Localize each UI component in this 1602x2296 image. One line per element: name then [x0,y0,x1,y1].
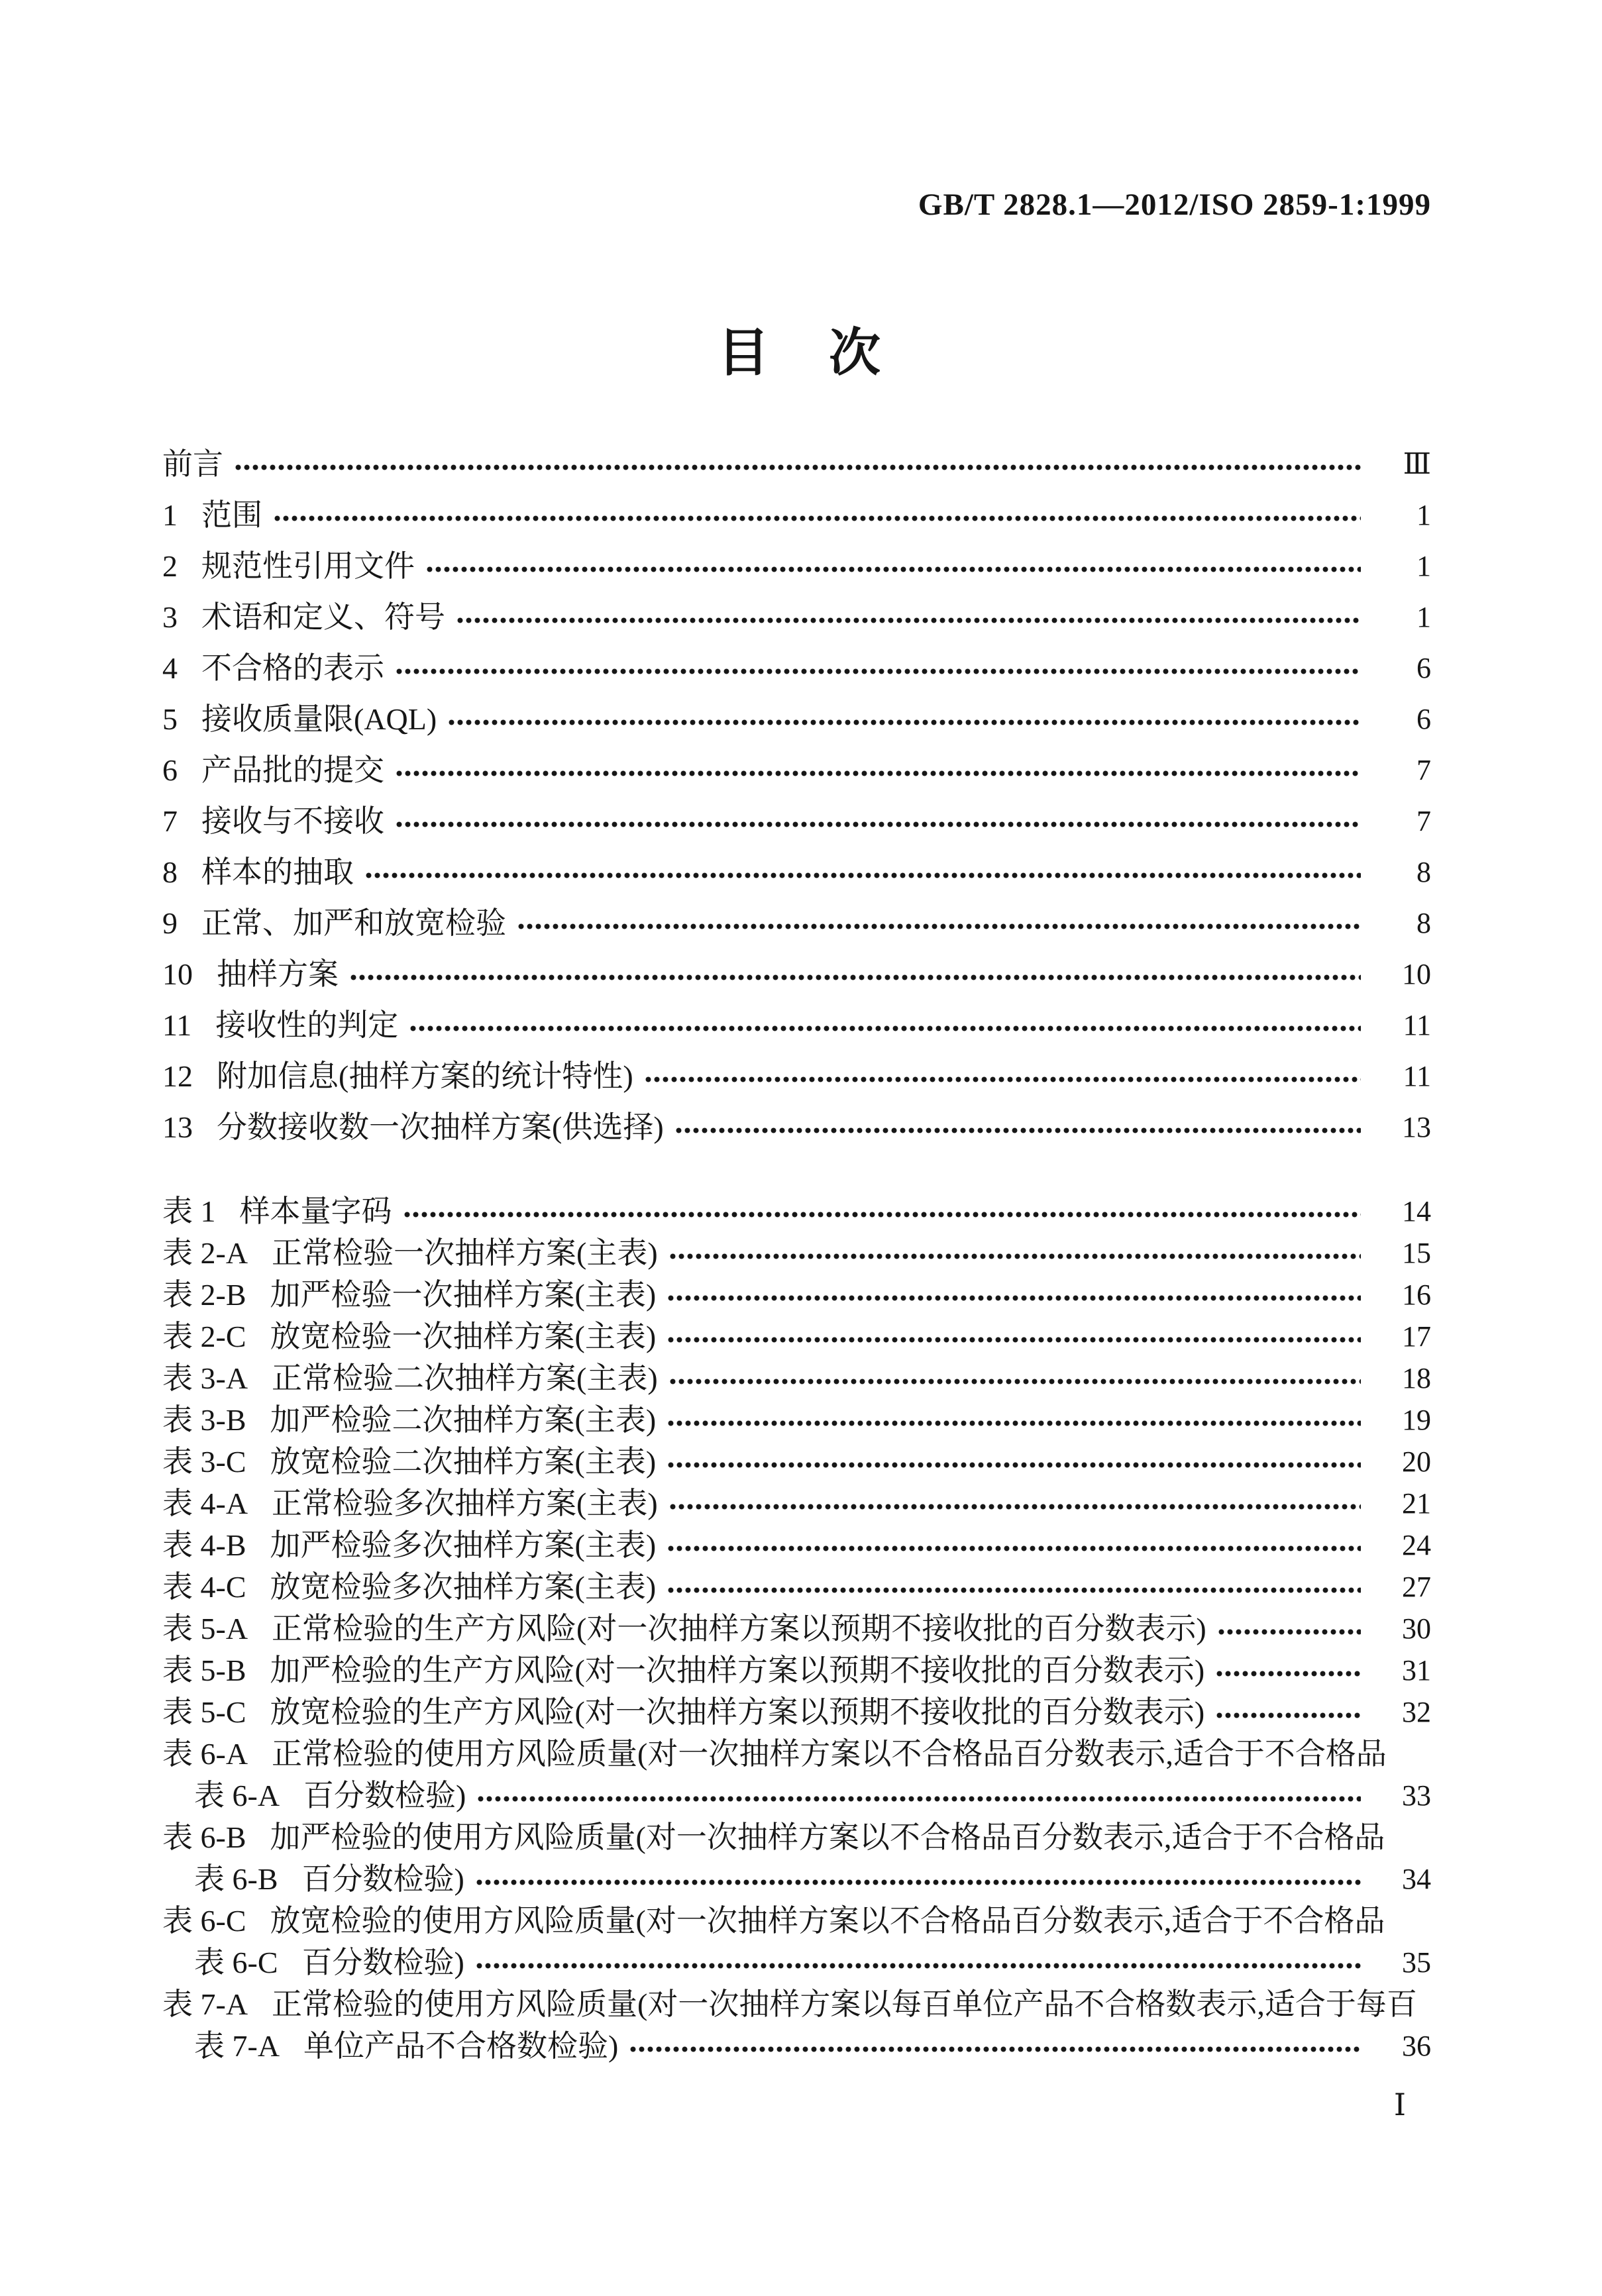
dot-leader [667,1420,1361,1426]
toc-entry-page: 1 [1416,600,1431,633]
toc-entry-label: 接收性的判定 [215,1008,399,1042]
toc-entry-number: 表 5-C [162,1695,246,1729]
toc-entry [162,490,1431,541]
toc-entry-label: 放宽检验二次抽样方案(主表) [270,1444,657,1479]
toc-entry-page: 7 [1416,804,1431,837]
toc-entry-label: 不合格的表示 [201,651,384,685]
toc-entry [162,1102,1431,1153]
toc-entry-label: 加严检验的生产方风险(对一次抽样方案以预期不接收批的百分数表示) [270,1653,1205,1687]
toc-entry-number: 表 3-A [162,1361,248,1395]
toc-entry-label: 前言 [162,446,223,481]
toc-entry [162,1232,1431,1274]
dot-leader [667,1545,1361,1551]
toc-entry-number: 11 [162,1008,192,1042]
toc-entry [162,1816,1431,1900]
dot-leader [234,464,1361,470]
toc-entry [162,1733,1431,1816]
toc-entry [162,439,1431,490]
dot-leader [674,1127,1361,1133]
toc-entry-page: 10 [1402,957,1431,990]
dot-leader [667,1462,1361,1468]
toc-entry [162,898,1431,949]
toc-entry-page: 14 [1402,1194,1431,1227]
toc-entry-number: 3 [162,600,178,634]
dot-leader [667,1587,1361,1593]
toc-entry-page: 20 [1402,1445,1431,1478]
toc-entry-number: 8 [162,855,178,889]
folio-page-number: Ⅰ [1393,2088,1406,2122]
toc-entry [162,949,1431,1000]
toc-entry [162,1190,1431,1232]
toc-entry-page: 6 [1416,651,1431,684]
toc-entry-number: 2 [162,548,178,583]
toc-entry-number: 表 3-B [162,1402,246,1437]
standard-code: GB/T 2828.1—2012/ISO 2859-1:1999 [918,187,1431,222]
toc-entry [162,1858,1431,1900]
toc-entry [162,745,1431,796]
toc-entry [162,643,1431,694]
toc-entry-label: 百分数检验) [301,1945,464,1979]
toc-entry-number: 10 [162,957,193,991]
toc-entry-page: 35 [1402,1946,1431,1979]
toc-entry-label: 百分数检验) [301,1861,464,1896]
toc-entry-label: 放宽检验多次抽样方案(主表) [270,1569,657,1604]
toc-entry-number: 表 6-C [162,1903,246,1938]
dot-leader [395,668,1361,674]
toc-entry [162,1316,1431,1357]
toc-entry-number: 7 [162,804,178,838]
toc-entry [162,1608,1431,1649]
page-title: 目 次 [717,324,884,382]
toc-entry-label: 样本的抽取 [201,855,354,889]
toc-entry-label: 样本量字码 [239,1194,392,1228]
toc-entry [162,1399,1431,1441]
toc-entry-number: 表 7-A [162,1987,248,2021]
toc-entry-label: 放宽检验的使用方风险质量(对一次抽样方案以不合格品百分数表示,适合于不合格品 [270,1903,1385,1938]
toc-entry-label: 规范性引用文件 [201,548,415,583]
toc-entry-label: 正常检验多次抽样方案(主表) [272,1486,658,1520]
toc-entry-number: 表 7-A [194,2028,280,2063]
dot-leader [395,770,1361,776]
dot-leader [667,1295,1361,1301]
toc-entry-label: 分数接收数一次抽样方案(供选择) [217,1110,664,1144]
dot-leader [364,872,1361,878]
toc-entry-label: 正常检验二次抽样方案(主表) [272,1361,658,1395]
toc-entry-page: 18 [1402,1361,1431,1394]
toc-entry [162,1649,1431,1691]
toc-entry [162,541,1431,592]
toc-entry-number: 表 4-A [162,1486,248,1520]
toc-entry [162,1483,1431,1524]
toc-entry-page: 32 [1402,1695,1431,1728]
toc-entry-page: 34 [1402,1862,1431,1895]
toc-entry-page: 15 [1402,1236,1431,1269]
toc-entry [162,1000,1431,1051]
toc-entry-label: 加严检验多次抽样方案(主表) [270,1528,657,1562]
toc-entry-page: 17 [1402,1320,1431,1353]
dot-leader [517,923,1361,929]
toc-entry-label: 范围 [201,497,262,532]
dot-leader [456,617,1361,623]
toc-entry-page: 24 [1402,1528,1431,1561]
toc-entry-page: 36 [1402,2029,1431,2062]
toc-entry-page: 31 [1402,1653,1431,1687]
dot-leader [667,1337,1361,1343]
dot-leader [476,1796,1361,1802]
dot-leader [447,719,1361,725]
toc-entry [162,592,1431,643]
toc-entry-number: 表 6-C [194,1945,278,1979]
toc-entry-number: 表 6-B [194,1861,278,1896]
dot-leader [668,1379,1361,1384]
toc-entry-page: 8 [1416,855,1431,888]
toc-entry-label: 接收质量限(AQL) [201,702,437,736]
toc-entry-line1 [162,1983,1431,2025]
toc-entry [162,1775,1431,1816]
toc-entry-page: 11 [1403,1008,1431,1041]
toc-entry-label: 放宽检验一次抽样方案(主表) [270,1319,657,1353]
toc-entry-label: 正常检验的使用方风险质量(对一次抽样方案以不合格品百分数表示,适合于不合格品 [272,1736,1387,1771]
toc-entry-page: 8 [1416,906,1431,939]
toc-entry-label: 正常检验的生产方风险(对一次抽样方案以预期不接收批的百分数表示) [272,1611,1206,1645]
dot-leader [629,2046,1361,2052]
dot-leader [395,821,1361,827]
dot-leader [1217,1629,1361,1635]
toc-entry [162,1691,1431,1733]
toc-entry-page: 6 [1416,702,1431,735]
toc-entry-number: 表 3-C [162,1444,246,1479]
toc-entry-number: 表 6-A [162,1736,248,1771]
toc-entry-label: 正常检验的使用方风险质量(对一次抽样方案以每百单位产品不合格数表示,适合于每百 [272,1987,1417,2021]
table-of-contents [162,439,1431,2067]
dot-leader [273,515,1361,521]
toc-entry-number: 表 5-B [162,1653,246,1687]
toc-entry-number: 12 [162,1059,193,1093]
toc-entry-number: 13 [162,1110,193,1144]
toc-entry-page: 1 [1416,498,1431,531]
toc-entry-number: 4 [162,651,178,685]
toc-entry-page: Ⅲ [1403,447,1431,480]
toc-entry-label: 术语和定义、符号 [201,600,445,634]
toc-entry-page: 16 [1402,1278,1431,1311]
toc-entry-number: 6 [162,753,178,787]
toc-entry-number: 表 2-B [162,1277,246,1312]
toc-entry-label: 百分数检验) [303,1778,466,1812]
toc-entry-page: 33 [1402,1779,1431,1812]
toc-entry-label: 接收与不接收 [201,804,384,838]
toc-entry-number: 表 4-C [162,1569,246,1604]
toc-entry-label: 抽样方案 [217,957,339,991]
toc-entry-label: 附加信息(抽样方案的统计特性) [217,1059,633,1093]
toc-entry-page: 21 [1402,1487,1431,1520]
toc-entry-label: 加严检验的使用方风险质量(对一次抽样方案以不合格品百分数表示,适合于不合格品 [270,1820,1385,1854]
toc-entry-label: 产品批的提交 [201,753,384,787]
toc-entry-label: 加严检验一次抽样方案(主表) [270,1277,657,1312]
dot-leader [425,566,1361,572]
dot-leader [475,1963,1361,1969]
dot-leader [1215,1671,1361,1677]
tables-list [162,1190,1431,2067]
toc-entry-number: 表 6-A [194,1778,280,1812]
dot-leader [475,1879,1361,1885]
toc-entry [162,1051,1431,1102]
dot-leader [349,974,1361,980]
toc-entry-label: 放宽检验的生产方风险(对一次抽样方案以预期不接收批的百分数表示) [270,1695,1205,1729]
toc-entry-label: 正常、加严和放宽检验 [201,906,506,940]
toc-entry [162,1357,1431,1399]
toc-entry [162,1900,1431,1983]
chapter-list [162,439,1431,1153]
toc-entry-number: 9 [162,906,178,940]
toc-entry-page: 1 [1416,549,1431,582]
dot-leader [403,1212,1362,1218]
toc-entry-page: 13 [1402,1110,1431,1143]
toc-entry-number: 1 [162,497,178,532]
toc-entry-line1 [162,1733,1431,1775]
toc-entry-page: 19 [1402,1403,1431,1436]
toc-entry [162,1274,1431,1316]
toc-entry-number: 表 2-A [162,1235,248,1270]
toc-entry-label: 正常检验一次抽样方案(主表) [272,1235,658,1270]
toc-entry-number: 表 2-C [162,1319,246,1353]
toc-entry [162,847,1431,898]
toc-entry [162,2025,1431,2067]
toc-entry-number: 表 4-B [162,1528,246,1562]
toc-entry-number: 表 1 [162,1194,216,1228]
toc-entry-page: 27 [1402,1570,1431,1603]
dot-leader [644,1076,1361,1082]
dot-leader [668,1253,1361,1259]
toc-entry-page: 30 [1402,1612,1431,1645]
dot-leader [668,1504,1361,1510]
toc-entry-number: 表 5-A [162,1611,248,1645]
toc-entry-number: 表 6-B [162,1820,246,1854]
dot-leader [1215,1712,1361,1718]
toc-entry [162,1566,1431,1608]
toc-entry [162,694,1431,745]
toc-entry-label: 加严检验二次抽样方案(主表) [270,1402,657,1437]
toc-entry-page: 11 [1403,1059,1431,1092]
toc-entry [162,1942,1431,1983]
toc-entry [162,1983,1431,2067]
toc-entry-number: 5 [162,702,178,736]
toc-entry-page: 7 [1416,753,1431,786]
toc-entry-line1 [162,1816,1431,1858]
dot-leader [409,1025,1361,1031]
toc-entry-line1 [162,1900,1431,1942]
toc-entry [162,1524,1431,1566]
toc-entry-label: 单位产品不合格数检验) [303,2028,619,2063]
toc-entry [162,1441,1431,1483]
toc-entry [162,796,1431,847]
